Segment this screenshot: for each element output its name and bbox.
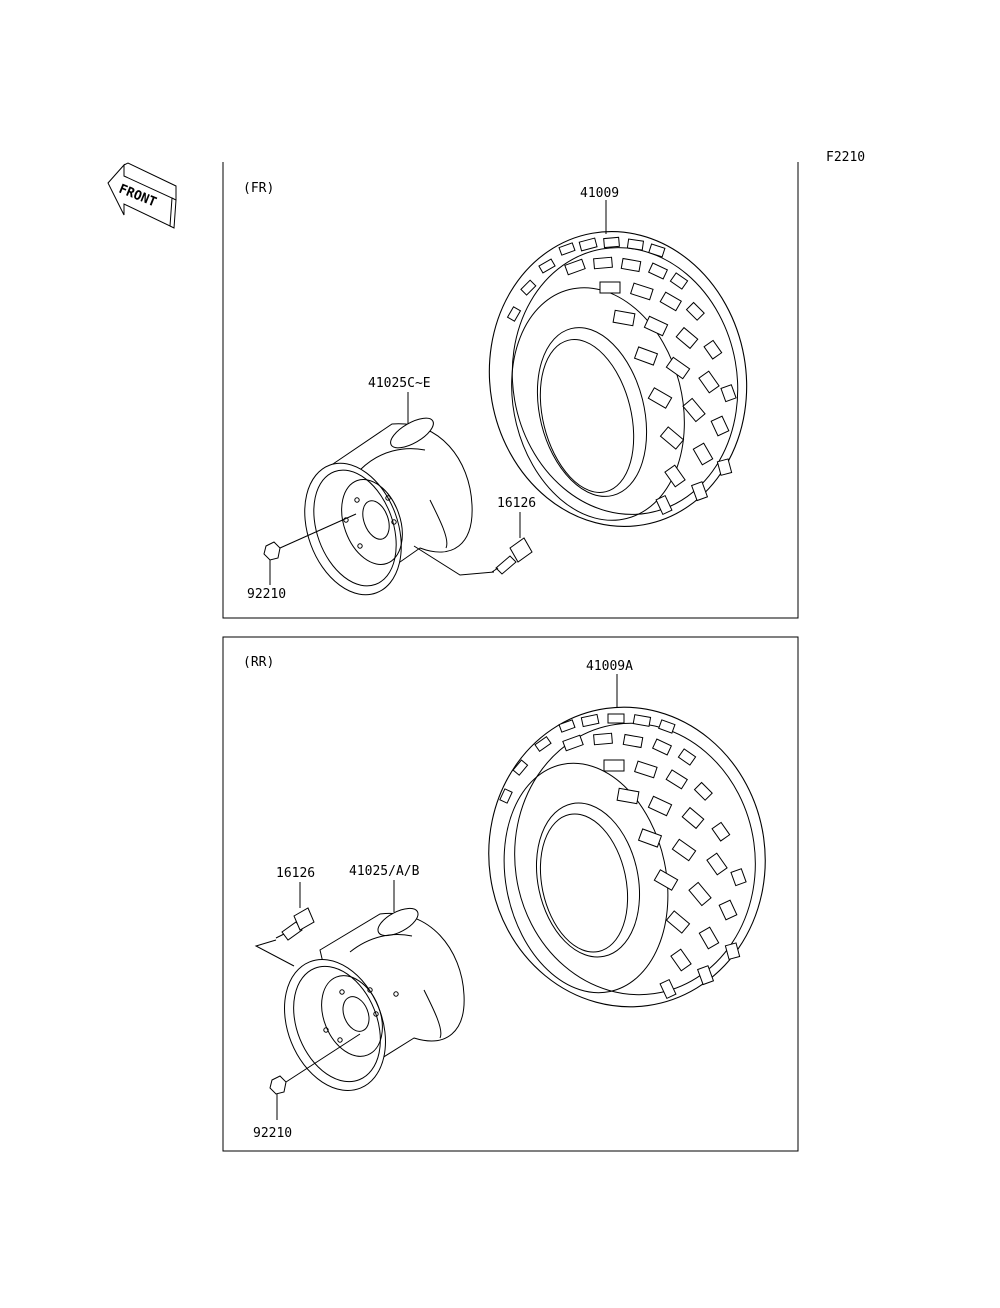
rear-nut-callout: 92210 — [253, 1126, 293, 1141]
front-direction-arrow-icon — [108, 163, 176, 228]
rear-panel — [223, 637, 798, 1151]
rear-valve-callout: 16126 — [276, 866, 316, 881]
figure-code: F2210 — [826, 150, 866, 165]
rear-wheel-callout: 41025/A/B — [349, 864, 420, 879]
rear-tire-callout: 41009A — [586, 659, 633, 674]
front-wheel — [287, 412, 472, 608]
front-panel — [223, 162, 798, 618]
front-tire-callout: 41009 — [580, 186, 620, 201]
front-badge-text: FRONT — [116, 181, 159, 211]
front-valve-stem — [492, 538, 532, 574]
front-nut-callout: 92210 — [247, 587, 287, 602]
rear-valve-stem — [276, 908, 314, 940]
rear-tire — [469, 689, 784, 1024]
rear-panel-label: (RR) — [243, 655, 275, 670]
front-wheel-callout: 41025C~E — [368, 376, 431, 391]
front-valve-callout: 16126 — [497, 496, 537, 511]
front-panel-label: (FR) — [243, 181, 275, 196]
